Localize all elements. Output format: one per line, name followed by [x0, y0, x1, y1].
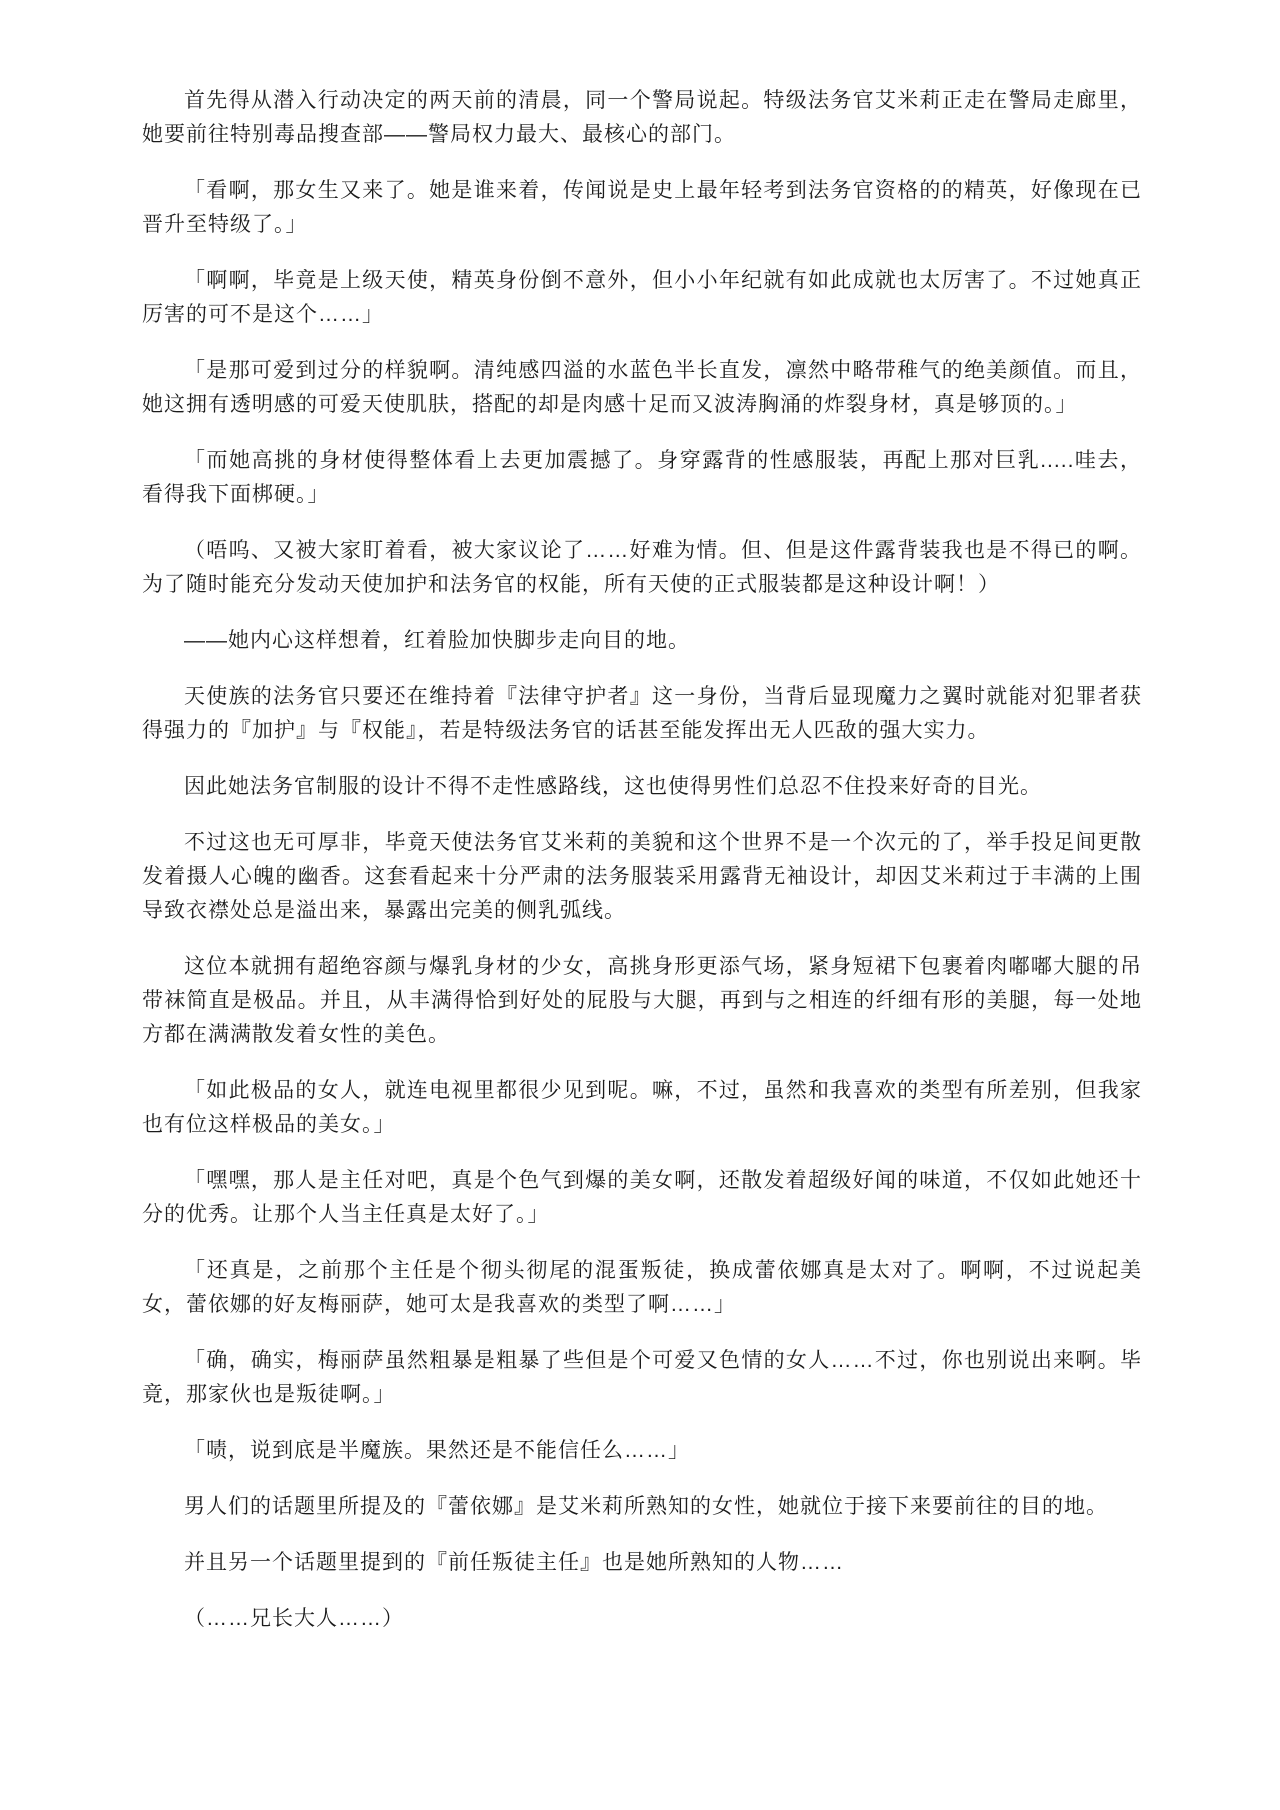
novel-text-content [142, 84, 1142, 1636]
paragraph: 「啧，说到底是半魔族。果然还是不能信任么……」 [184, 1439, 690, 1462]
paragraph: 「而她高挑的身材使得整体看上去更加震撼了。身穿露背的性感服装，再配上那对巨乳.....哇去，看得我下面梆硬。」 [142, 449, 1142, 506]
paragraph: （唔呜、又被大家盯着看，被大家议论了……好难为情。但、但是这件露背装我也是不得已的啊。为了随时能充分发动天使加护和法务官的权能，所有天使的正式服装都是这种设计啊！） [142, 539, 1142, 596]
paragraph: 「确，确实，梅丽萨虽然粗暴是粗暴了些但是个可爱又色情的女人……不过，你也别说出来啊。毕竟，那家伙也是叛徒啊。」 [142, 1349, 1142, 1406]
paragraph: 「是那可爱到过分的样貌啊。清纯感四溢的水蓝色半长直发，凛然中略带稚气的绝美颜值。而且，她这拥有透明感的可爱天使肌肤，搭配的却是肉感十足而又波涛胸涌的炸裂身材，真是够顶的。」 [142, 359, 1142, 416]
paragraph: 因此她法务官制服的设计不得不走性感路线，这也使得男性们总忍不住投来好奇的目光。 [184, 775, 1042, 798]
paragraph: 这位本就拥有超绝容颜与爆乳身材的少女，高挑身形更添气场，紧身短裙下包裹着肉嘟嘟大腿的吊带袜简直是极品。并且，从丰满得恰到好处的屁股与大腿，再到与之相连的纤细有形的美腿，每一处地方都在满满散发着女性的美色。 [142, 955, 1142, 1046]
paragraph: 男人们的话题里所提及的『蕾依娜』是艾米莉所熟知的女性，她就位于接下来要前往的目的地。 [184, 1495, 1108, 1518]
paragraph: （……兄长大人……） [184, 1607, 404, 1630]
paragraph: 天使族的法务官只要还在维持着『法律守护者』这一身份，当背后显现魔力之翼时就能对犯罪者获得强力的『加护』与『权能』，若是特级法务官的话甚至能发挥出无人匹敌的强大实力。 [142, 685, 1142, 742]
paragraph: 首先得从潜入行动决定的两天前的清晨，同一个警局说起。特级法务官艾米莉正走在警局走廊里，她要前往特别毒品搜查部——警局权力最大、最核心的部门。 [142, 89, 1142, 146]
paragraph: 不过这也无可厚非，毕竟天使法务官艾米莉的美貌和这个世界不是一个次元的了，举手投足间更散发着摄人心魄的幽香。这套看起来十分严肃的法务服装采用露背无袖设计，却因艾米莉过于丰满的上围导致衣襟处总是溢出来，暴露出完美的侧乳弧线。 [142, 831, 1142, 922]
paragraph: 「啊啊，毕竟是上级天使，精英身份倒不意外，但小小年纪就有如此成就也太厉害了。不过她真正厉害的可不是这个……」 [142, 269, 1142, 326]
paragraph: ——她内心这样想着，红着脸加快脚步走向目的地。 [184, 629, 690, 652]
paragraph: 「看啊，那女生又来了。她是谁来着，传闻说是史上最年轻考到法务官资格的的精英，好像现在已晋升至特级了。」 [142, 179, 1142, 236]
paragraph: 并且另一个话题里提到的『前任叛徒主任』也是她所熟知的人物…… [184, 1551, 844, 1574]
paragraph: 「还真是，之前那个主任是个彻头彻尾的混蛋叛徒，换成蕾依娜真是太对了。啊啊，不过说起美女，蕾依娜的好友梅丽萨，她可太是我喜欢的类型了啊……」 [142, 1259, 1142, 1316]
paragraph: 「如此极品的女人，就连电视里都很少见到呢。嘛，不过，虽然和我喜欢的类型有所差别，但我家也有位这样极品的美女。」 [142, 1079, 1142, 1136]
paragraph: 「嘿嘿，那人是主任对吧，真是个色气到爆的美女啊，还散发着超级好闻的味道，不仅如此她还十分的优秀。让那个人当主任真是太好了。」 [142, 1169, 1142, 1226]
